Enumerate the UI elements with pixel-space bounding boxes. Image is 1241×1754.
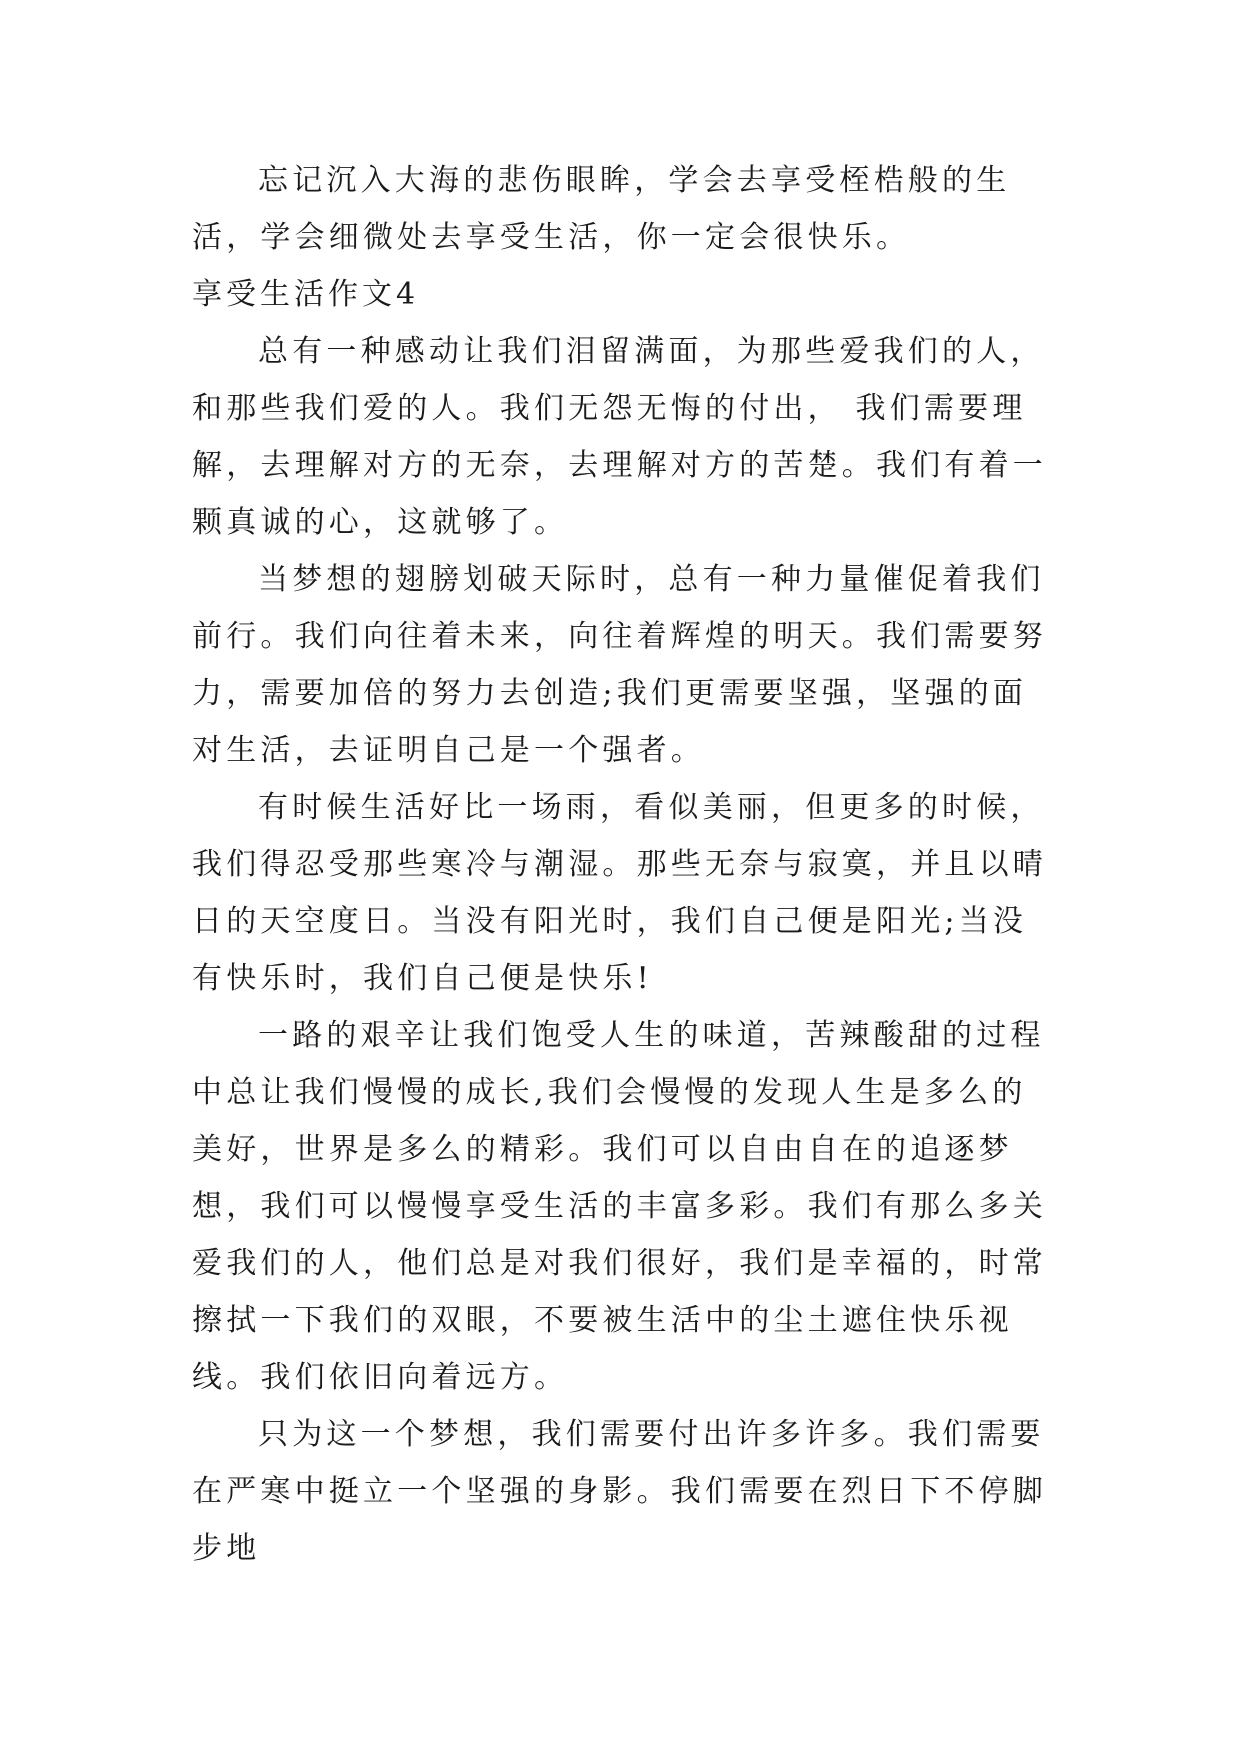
- paragraph-4: 一路的艰辛让我们饱受人生的味道，苦辣酸甜的过程中总让我们慢慢的成长,我们会慢慢的发现人生是多么的美好，世界是多么的精彩。我们可以自由自在的追逐梦想，我们可以慢慢享受生活的丰富多彩。我们有那么多关爱我们的人，他们总是对我们很好，我们是幸福的，时常擦拭一下我们的双眼，不要被生活中的尘土遮住快乐视线。我们依旧向着远方。: [192, 1018, 1047, 1395]
- paragraph-5: 只为这一个梦想，我们需要付出许多许多。我们需要在严寒中挺立一个坚强的身影。我们需要在烈日下不停脚步地: [192, 1417, 1047, 1566]
- document-page: [192, 152, 1052, 1577]
- paragraph-1: 总有一种感动让我们泪留满面，为那些爱我们的人，和那些我们爱的人。我们无怨无悔的付出， 我们需要理解，去理解对方的无奈，去理解对方的苦楚。我们有着一颗真诚的心，这就够了。: [192, 334, 1047, 540]
- paragraph-3: 有时候生活好比一场雨，看似美丽，但更多的时候，我们得忍受那些寒冷与潮湿。那些无奈与寂寞，并且以晴日的天空度日。当没有阳光时，我们自己便是阳光;当没有快乐时，我们自己便是快乐!: [192, 790, 1047, 996]
- section-title: 享受生活作文4: [192, 277, 420, 312]
- paragraph-2: 当梦想的翅膀划破天际时，总有一种力量催促着我们前行。我们向往着未来，向往着辉煌的明天。我们需要努力，需要加倍的努力去创造;我们更需要坚强，坚强的面对生活，去证明自己是一个强者。: [192, 562, 1047, 768]
- paragraph-intro: 忘记沉入大海的悲伤眼眸，学会去享受桎梏般的生活，学会细微处去享受生活，你一定会很快乐。: [192, 163, 1011, 255]
